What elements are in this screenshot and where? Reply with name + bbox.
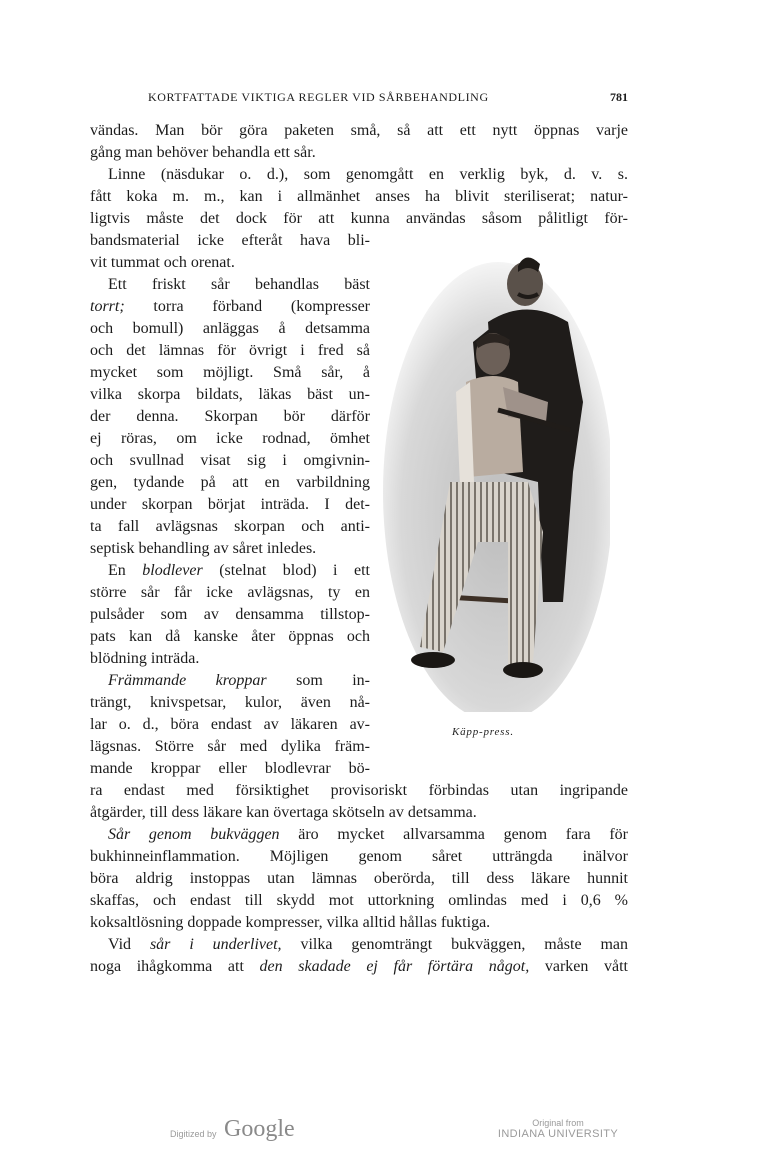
text-line: bandsmaterial icke efteråt hava bli- (90, 232, 370, 249)
text-line: ej röras, om icke rodnad, ömhet (90, 430, 370, 447)
text-span: vilka genomträngt bukväggen, måste man (281, 936, 628, 953)
text-span: (stelnat blod) i ett (202, 562, 370, 579)
text-span: varken vått (529, 958, 628, 975)
text-line: åtgärder, till dess läkare kan övertaga skötseln av detsamma. (90, 804, 477, 821)
text-line: ligtvis måste det dock för att kunna användas såsom pålitligt för- (90, 210, 628, 227)
institution-label: INDIANA UNIVERSITY (497, 1128, 619, 1140)
original-source-watermark (493, 1118, 623, 1140)
text-line: pats kan då kanske åter öppnas och (90, 628, 370, 645)
tourniquet-photo (378, 242, 610, 712)
page-number: 781 (610, 90, 628, 104)
digitized-by-watermark (170, 1116, 310, 1146)
text-line: under skorpan börjat inträda. I det- (90, 496, 370, 513)
italic-term: blodlever (142, 562, 203, 579)
figure-caption: Käpp-press. (452, 726, 514, 738)
text-line: septisk behandling av såret inledes. (90, 540, 317, 557)
text-line (90, 296, 370, 317)
text-line (90, 934, 628, 955)
text-line: och svullnad visat sig i omgivnin- (90, 452, 370, 469)
text-line: pulsåder som av densamma tillstop- (90, 606, 370, 623)
digitized-label: Digitized by (170, 1129, 217, 1139)
text-line (90, 824, 628, 845)
text-line (90, 670, 370, 691)
text-span: torra förband (kompresser (124, 298, 370, 315)
text-line: gen, tydande på att en varbildning (90, 474, 370, 491)
text-line: och bomull) anläggas å detsamma (90, 320, 370, 337)
text-span: äro mycket allvarsamma genom fara för (279, 826, 629, 843)
text-line (90, 560, 370, 581)
text-line: ta fall avlägsnas skorpan och anti- (90, 518, 370, 535)
italic-term: Främmande kroppar (108, 672, 267, 689)
header-title: KORTFATTADE VIKTIGA REGLER VID SÅRBEHANDLING (148, 90, 489, 104)
text-line: bukhinneinflammation. Möjligen genom såret utträngda inälvor (90, 848, 628, 865)
text-line: koksaltlösning doppade kompresser, vilka alltid hållas fuktiga. (90, 914, 491, 931)
text-line: mande kroppar eller blodlevrar bö- (90, 760, 370, 777)
text-line: gång man behöver behandla ett sår. (90, 144, 316, 161)
italic-term: sår i underlivet, (149, 936, 282, 953)
text-line: lägsnas. Större sår med dylika främ- (90, 738, 370, 755)
italic-term: torrt; (90, 298, 125, 315)
text-line: Ett friskt sår behandlas bäst (108, 276, 370, 293)
italic-term: Sår genom bukväggen (108, 826, 280, 843)
text-span: som in- (266, 672, 371, 689)
running-header (148, 90, 628, 110)
text-span: noga ihågkomma att (90, 958, 260, 975)
text-line: der denna. Skorpan bör därför (90, 408, 370, 425)
text-line: mycket som möjligt. Små sår, å (90, 364, 370, 381)
text-line: vändas. Man bör göra paketen små, så att ett nytt öppnas varje (90, 122, 628, 139)
text-line: vit tummat och orenat. (90, 254, 235, 271)
text-line: större sår får icke avlägsnas, ty en (90, 584, 370, 601)
text-line: och det lämnas för övrigt i fred så (90, 342, 370, 359)
text-line: trängt, knivspetsar, kulor, även nå- (90, 694, 370, 711)
text-line: fått koka m. m., kan i allmänhet anses ha blivit steriliserat; natur- (90, 188, 628, 205)
text-line: ra endast med försiktighet provisoriskt förbindas utan ingripande (90, 782, 628, 799)
text-line: lar o. d., böra endast av läkaren av- (90, 716, 370, 733)
original-from-label: Original from (532, 1118, 584, 1128)
text-line: vilka skorpa bildats, läkas bäst un- (90, 386, 370, 403)
text-line: böra aldrig instoppas utan lämnas oberörda, till dess läkare hunnit (90, 870, 628, 887)
text-line: blödning inträda. (90, 650, 200, 667)
text-line: skaffas, och endast till skydd mot uttorkning omlindas med i 0,6 % (90, 892, 628, 909)
text-line: Linne (näsdukar o. d.), som genomgått en verklig byk, d. v. s. (108, 166, 628, 183)
italic-term: den skadade ej får förtära något, (259, 958, 530, 975)
text-line (90, 956, 628, 977)
text-span: Vid (108, 936, 150, 953)
google-logo: Google (224, 1116, 295, 1142)
text-span: En (108, 562, 143, 579)
